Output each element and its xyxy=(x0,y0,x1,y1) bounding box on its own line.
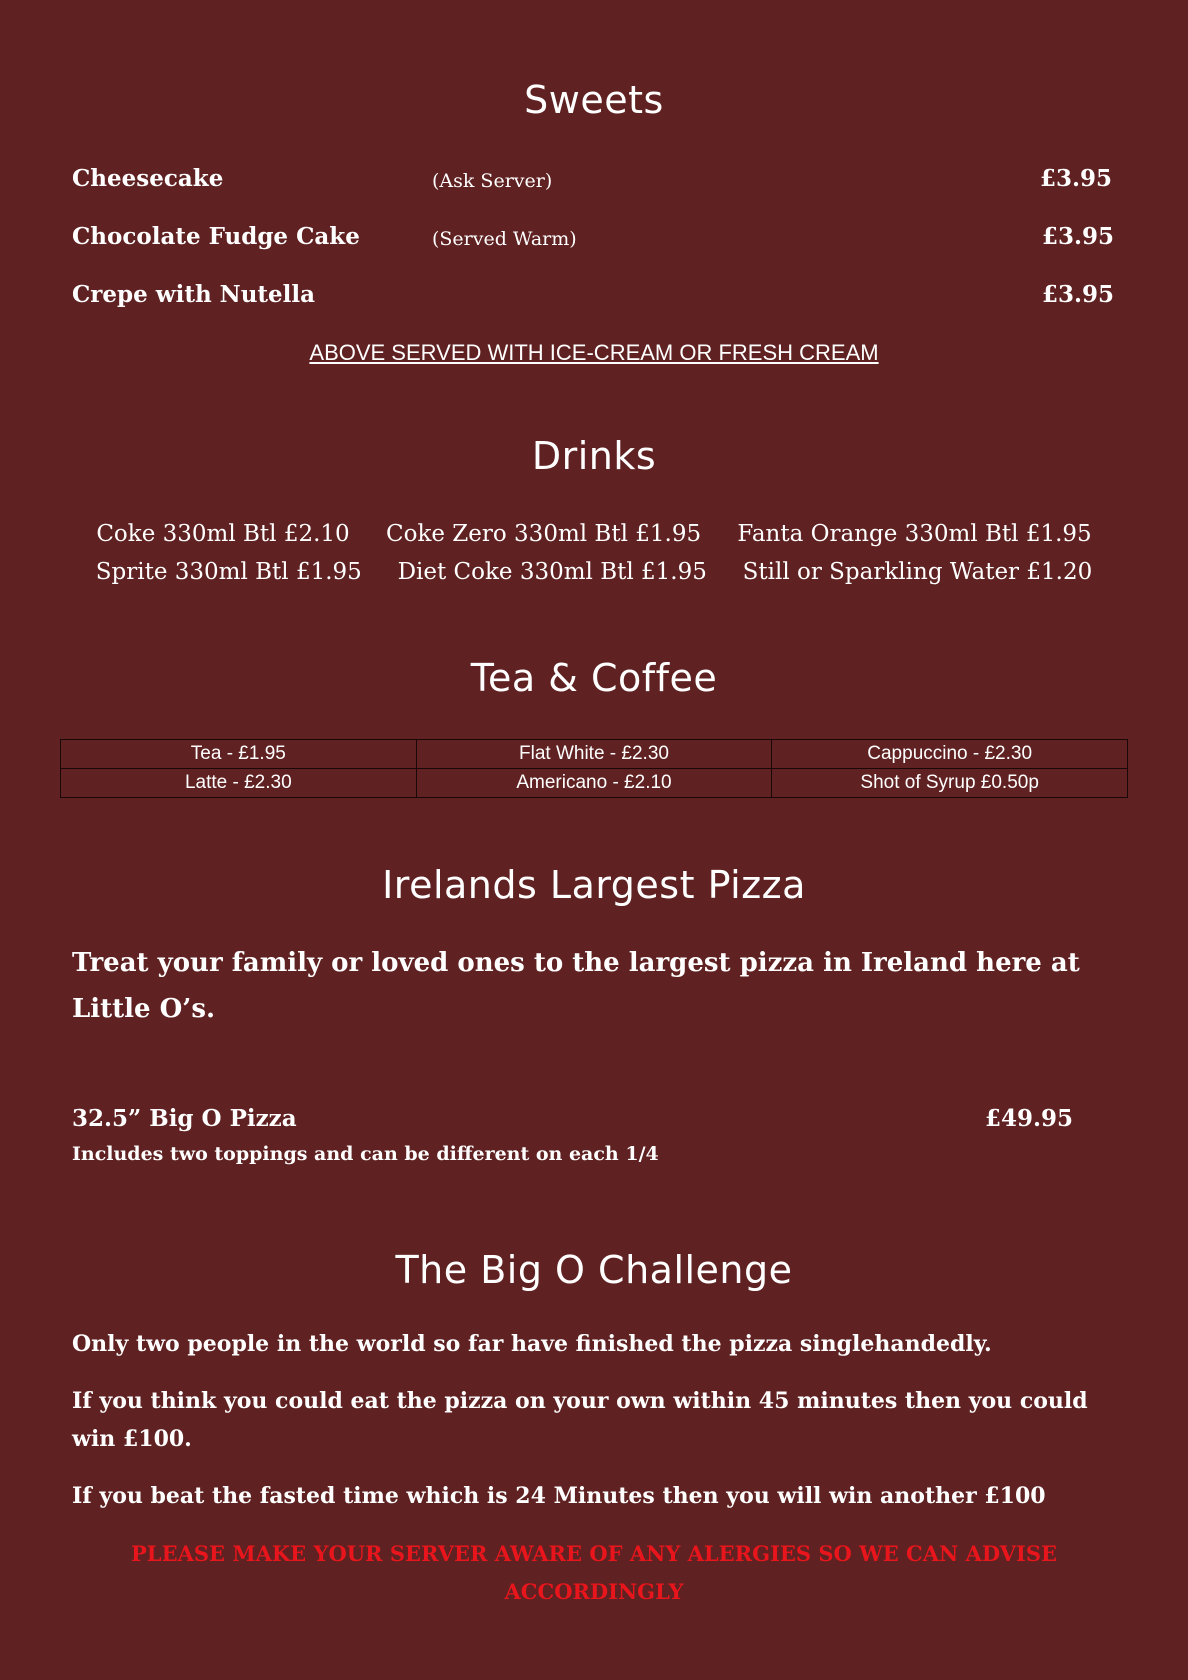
sweets-item-price: £3.95 xyxy=(1039,165,1112,192)
challenge-paragraph: If you think you could eat the pizza on your own within 45 minutes then you could win £100. xyxy=(72,1388,1088,1452)
drink-item: Coke 330ml Btl £2.10 xyxy=(96,521,350,547)
table-cell: Tea - £1.95 xyxy=(61,740,417,769)
drink-item: Still or Sparkling Water £1.20 xyxy=(742,559,1093,585)
tea-coffee-heading: Tea & Coffee xyxy=(470,656,718,700)
sweets-item-note: (Served Warm) xyxy=(432,228,577,250)
sweets-item-price: £3.95 xyxy=(1041,223,1114,250)
served-with-note: ABOVE SERVED WITH ICE-CREAM OR FRESH CREAM xyxy=(309,340,879,365)
challenge-paragraph: If you beat the fasted time which is 24 Minutes then you will win another £100 xyxy=(72,1483,1046,1509)
pizza-intro: Treat your family or loved ones to the largest pizza in Ireland here at Little O’s. xyxy=(72,948,1080,1024)
drinks-heading: Drinks xyxy=(531,434,657,478)
sweets-item-name: Cheesecake xyxy=(72,165,224,192)
drink-item: Coke Zero 330ml Btl £1.95 xyxy=(386,521,702,547)
tea-coffee-table xyxy=(60,739,1128,798)
drink-item: Fanta Orange 330ml Btl £1.95 xyxy=(737,521,1092,547)
drink-item: Diet Coke 330ml Btl £1.95 xyxy=(397,559,707,585)
sweets-heading: Sweets xyxy=(524,78,664,122)
drink-item: Sprite 330ml Btl £1.95 xyxy=(95,559,362,585)
allergy-warning: PLEASE MAKE YOUR SERVER AWARE OF ANY ALERGIES SO WE CAN ADVISE ACCORDINGLY xyxy=(131,1541,1057,1604)
sweets-item-name: Chocolate Fudge Cake xyxy=(72,223,360,250)
pizza-heading: Irelands Largest Pizza xyxy=(382,863,806,907)
table-cell: Flat White - £2.30 xyxy=(416,740,772,769)
table-row xyxy=(61,769,1128,798)
table-cell: Americano - £2.10 xyxy=(416,769,772,798)
drinks-row xyxy=(60,521,1128,547)
pizza-item-name: 32.5” Big O Pizza xyxy=(72,1105,297,1132)
pizza-item-note: Includes two toppings and can be different on each 1/4 xyxy=(72,1143,659,1165)
drinks-row xyxy=(60,559,1128,585)
sweets-item-price: £3.95 xyxy=(1041,281,1114,308)
challenge-heading: The Big O Challenge xyxy=(395,1248,793,1292)
sweets-item-name: Crepe with Nutella xyxy=(72,281,316,308)
challenge-paragraph: Only two people in the world so far have finished the pizza singlehandedly. xyxy=(72,1331,992,1357)
table-cell: Cappuccino - £2.30 xyxy=(772,740,1128,769)
table-row xyxy=(61,740,1128,769)
table-cell: Shot of Syrup £0.50p xyxy=(772,769,1128,798)
pizza-item-price: £49.95 xyxy=(984,1105,1073,1132)
table-cell: Latte - £2.30 xyxy=(61,769,417,798)
sweets-item-note: (Ask Server) xyxy=(432,170,553,192)
